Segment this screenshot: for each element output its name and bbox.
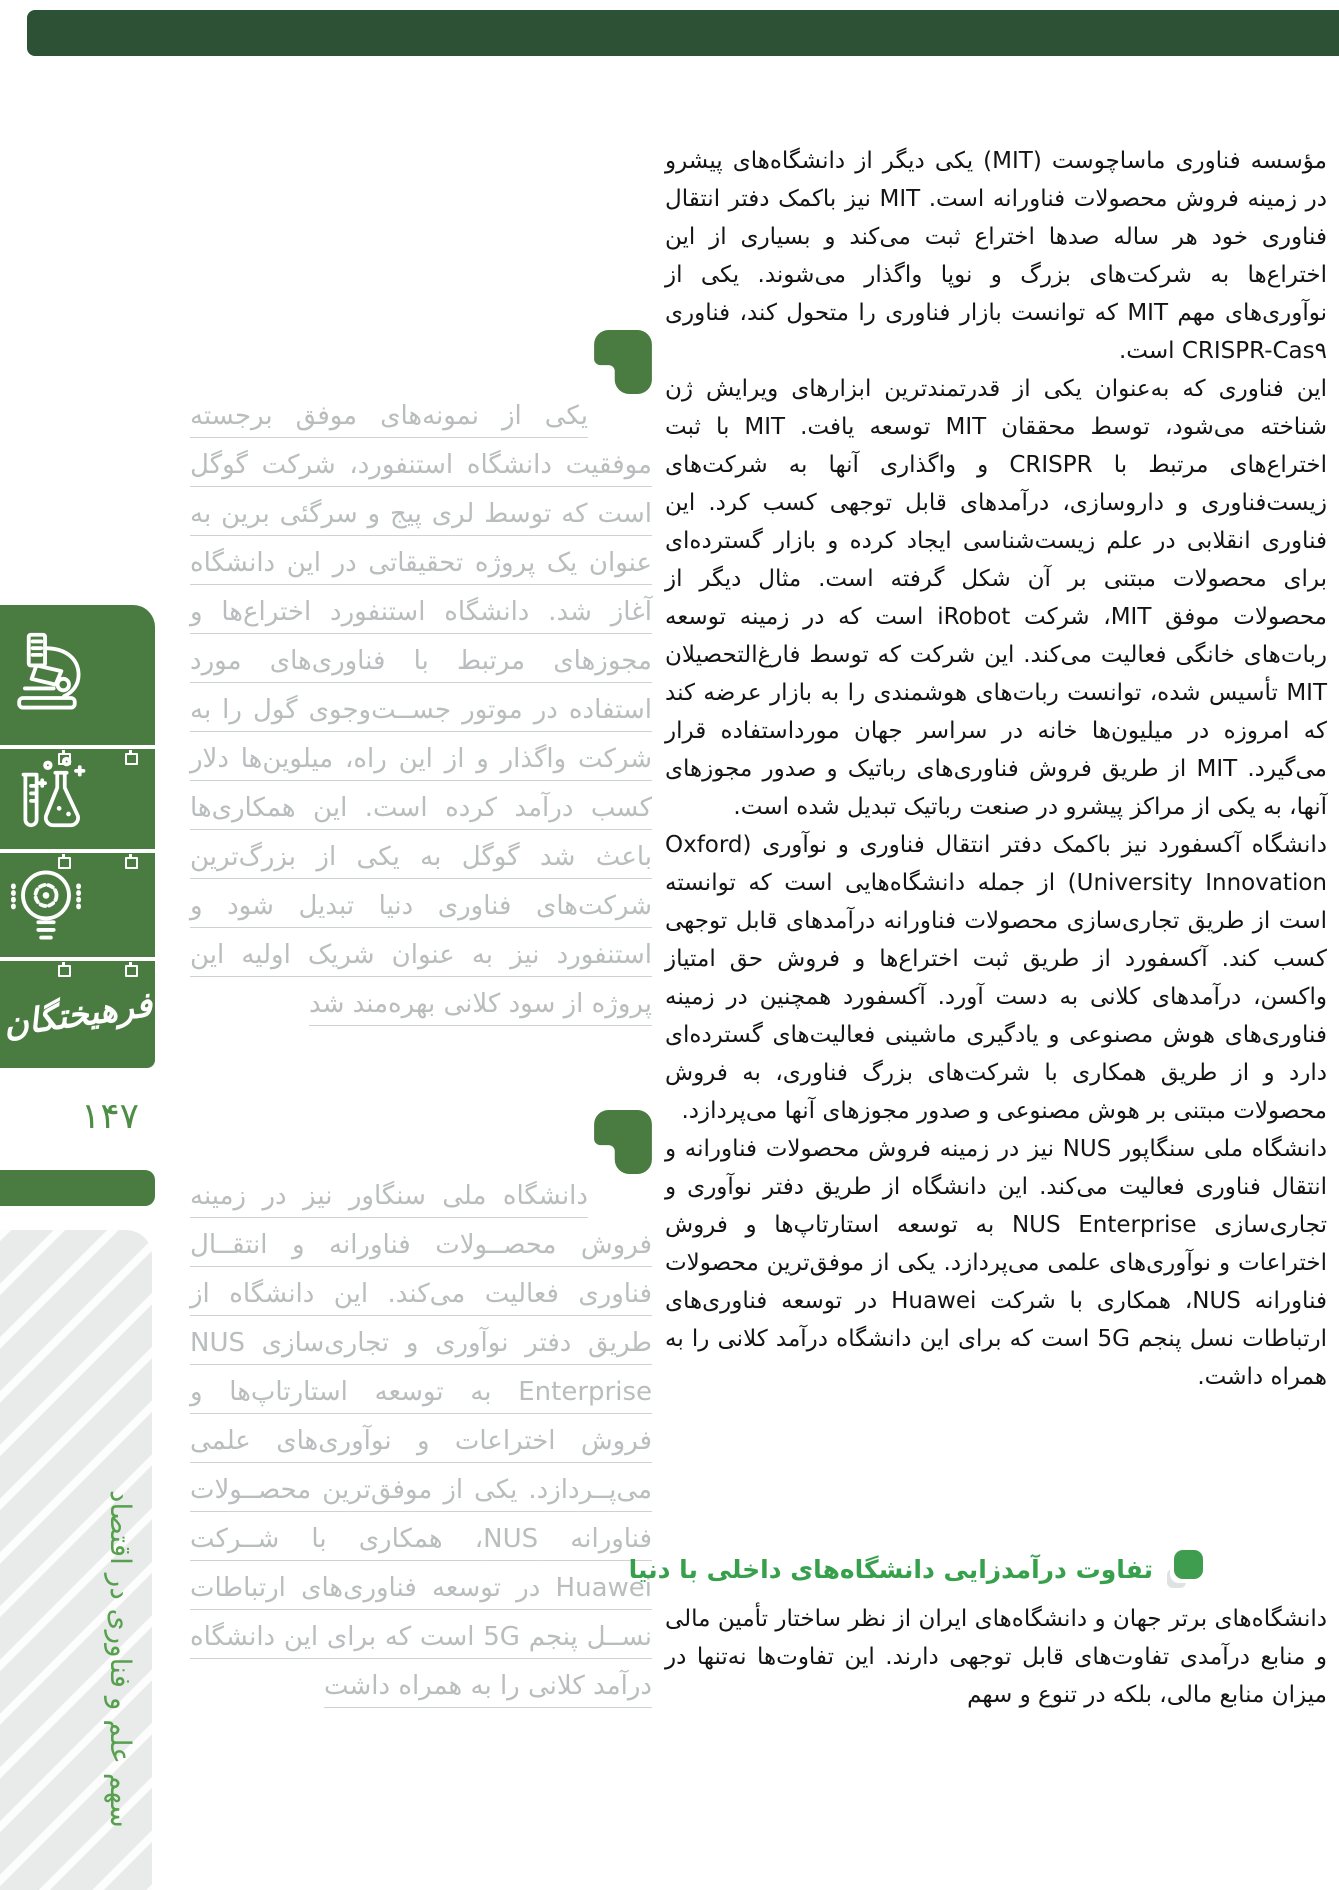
microscope-icon	[0, 625, 92, 725]
top-header-bar	[27, 10, 1339, 56]
sidebar-science-column	[0, 605, 155, 1068]
article-paragraph: دانشگاه‌های برتر جهان و دانشگاه‌های ایران از نظر ساختار تأمین مالی و منابع درآمدی تفاوت‌های قابل توجهی دارند. این تفاوت‌ها نه‌تنها در میزان منابع مالی، بلکه در تنوع و سهم	[665, 1606, 1327, 1708]
page-number: ۱۴۷	[80, 1096, 139, 1137]
pull-quote-text: دانشگاه ملی سنگاور نیز در زمینه فروش محصــولات فناورانه و انتقــال فناوری فعالیت می‌کند. این دانشگاه از طریق دفتر نوآوری و تجاری‌سازی NUS Enterprise به توسعه استارتاپ‌ها و فروش اختراعات و نوآوری‌های علمی می‌پــردازد. یکی از موفق‌ترین محصــولات فناورانه NUS، همکاری با شــرکت Huawei در توسعه فناوری‌های ارتباطات نســل پنجم 5G است که برای این دانشگاه درآمد کلانی را به همراه داشت	[190, 1172, 652, 1711]
pull-quote-stanford	[190, 392, 652, 1029]
pull-quote-text: یکی از نمونه‌های موفق برجسته موفقیت دانشگاه استنفورد، شرکت گوگل است که توسط لری پیج و سرگئی برین به عنوان یک پروژه تحقیقاتی در این دانشگاه آغاز شد. دانشگاه استنفورد اختراع‌ها و مجوزهای مرتبط با فناوری‌های مورد استفاده در موتور جســت‌وجوی گول را به شرکت واگذار و از این راه، میلوین‌ها دلار کسب درآمد کرده است. این همکاری‌ها باعث شد گوگل به یکی از بزرگ‌ترین شرکت‌های فناوری دنیا تبدیل شود و استنفورد نیز به عنوان شریک اولیه این پروژه از سود کلانی بهره‌مند شد	[190, 392, 652, 1029]
article-paragraph: این فناوری که به‌عنوان یکی از قدرتمندترین ابزارهای ویرایش ژن شناخته می‌شود، توسط محققان MIT توسعه یافت. MIT با ثبت اختراع‌های مرتبط با CRISPR و واگذاری آنها به شرکت‌های زیست‌فناوری و داروسازی، درآمدهای قابل توجهی کسب کرد. این فناوری انقلابی در علم زیست‌شناسی ایجاد کرده و بازار گسترده‌ای برای محصولات مبتنی بر آن شکل گرفته است. مثال دیگر از محصولات موفق MIT، شرکت iRobot است که در زمینه توسعه ربات‌های خانگی فعالیت می‌کند. این شرکت که توسط فارغ‌التحصیلان MIT تأسیس شده، توانست ربات‌های هوشمندی را به بازار عرضه کند که امروزه در میلیون‌ها خانه در سراسر جهان مورداستفاده قرار می‌گیرد. MIT از طریق فروش فناوری‌های رباتیک و صدور مجوزهای آنها، به یکی از مراکز پیشرو در صنعت رباتیک تبدیل شده است.	[665, 376, 1328, 820]
article-body-continued	[665, 1600, 1327, 1714]
sidebar-accent-bar	[0, 1170, 155, 1206]
section-heading: تفاوت درآمدزایی دانشگاه‌های داخلی با دنیا	[628, 1554, 1153, 1584]
article-paragraph: مؤسسه فناوری ماساچوست (MIT) یکی دیگر از دانشگاه‌های پیشرو در زمینه فروش محصولات فناورانه است. MIT نیز باکمک دفتر انتقال فناوری خود هر ساله صدها اختراع ثبت می‌کند و بسیاری از این اختراع‌ها به شرکت‌های بزرگ و نوپا واگذار می‌شوند. یکی از نوآوری‌های مهم MIT که توانست بازار فناوری را متحول کند، فناوری CRISPR-Cas۹ است.	[665, 148, 1327, 364]
quote-mark-icon	[594, 1110, 652, 1174]
sidebar-section-innovation	[0, 853, 155, 957]
farhikhtegan-logo: فرهیختگان	[0, 984, 155, 1045]
article-body	[665, 142, 1327, 1396]
quote-mark-icon	[594, 330, 652, 394]
lab-glassware-icon	[0, 754, 92, 844]
quote-spacer	[588, 392, 652, 422]
article-paragraph: دانشگاه ملی سنگاپور NUS نیز در زمینه فروش محصولات فناورانه و انتقال فناوری فعالیت می‌کند. این دانشگاه از طریق دفتر نوآوری و تجاری‌سازی NUS Enterprise به توسعه استارتاپ‌ها و فروش اختراعات و نوآوری‌های علمی می‌پردازد. یکی از موفق‌ترین محصولات فناورانه NUS، همکاری با شرکت Huawei در توسعه فناوری‌های ارتباطات نسل پنجم 5G است که برای این دانشگاه درآمد کلانی را به همراه داشت.	[665, 1136, 1328, 1390]
sidebar-section-microscope	[0, 605, 155, 745]
sidebar-section-lab	[0, 749, 155, 849]
heading-icon-green-square	[1174, 1550, 1203, 1579]
idea-bulb-gear-icon	[0, 858, 92, 952]
vertical-section-title: سهم علم و فناوری در اقتصاد	[104, 1490, 137, 1828]
article-paragraph: دانشگاه آکسفورد نیز باکمک دفتر انتقال فناوری و نوآوری (Oxford University Innovation) از جمله دانشگاه‌هایی است که توانسته است از طریق تجاری‌سازی محصولات فناورانه درآمدهای قابل توجهی کسب کند. آکسفورد از طریق ثبت اختراع‌ها و فروش حق امتیاز واکسن، درآمدهای کلانی به دست آورد. آکسفورد همچنین در زمینه فناوری‌های هوش مصنوعی و یادگیری ماشینی فعالیت‌های گسترده‌ای دارد و از طریق همکاری با شرکت‌های بزرگ فناوری، به فروش محصولات مبتنی بر هوش مصنوعی و صدور مجوزهای آنها می‌پردازد.	[665, 832, 1327, 1124]
brand-logo-slot	[0, 961, 155, 1068]
section-heading-icon	[1167, 1550, 1203, 1588]
section-heading-row	[628, 1548, 1203, 1590]
pull-quote-nus	[190, 1172, 652, 1711]
quote-spacer	[588, 1172, 652, 1202]
